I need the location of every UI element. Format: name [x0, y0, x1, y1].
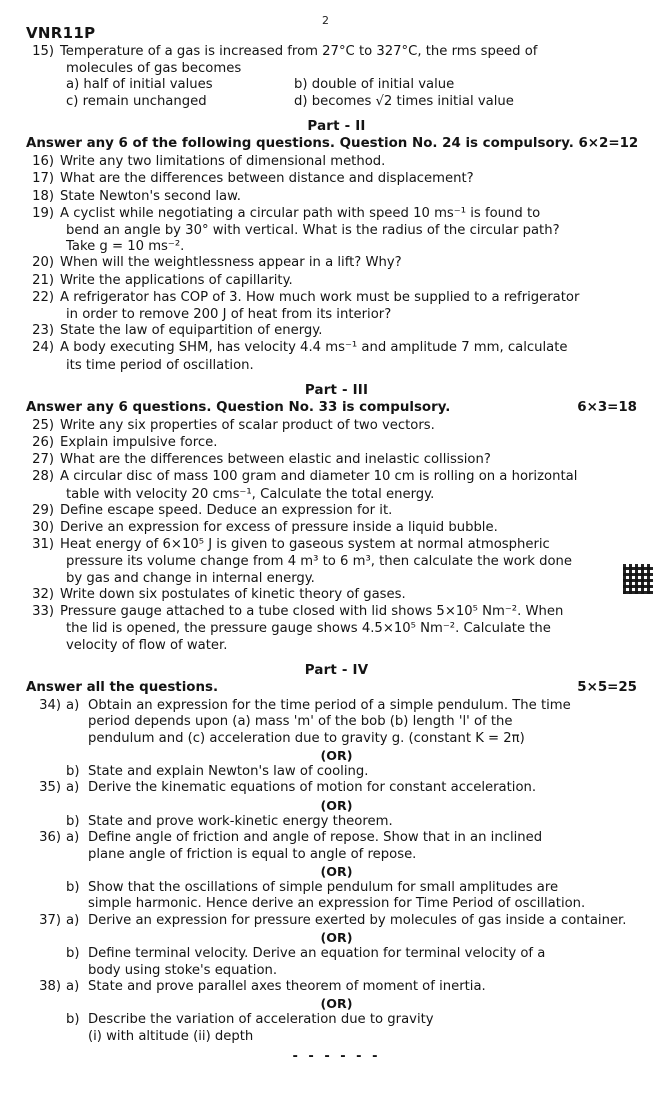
question-number: 15) [32, 44, 54, 59]
question-text: Define escape speed. Deduce an expression for it. [60, 502, 393, 518]
question-27 [26, 452, 647, 468]
part-3-instruction: Answer any 6 questions. Question No. 33 is compulsory. [26, 399, 451, 415]
subpart-label: b) [66, 813, 80, 829]
question-34a [26, 698, 647, 714]
question-36b-line2: simple harmonic. Hence derive an expression for Time Period of oscillation. [88, 896, 586, 912]
part-4-instruction-row [26, 680, 647, 695]
question-text: A body executing SHM, has velocity 4.4 ms⁻¹ and amplitude 7 mm, calculate [60, 340, 568, 356]
question-31-line2: pressure its volume change from 4 m³ to 6 m³, then calculate the work done [66, 554, 573, 570]
question-35a [26, 780, 647, 796]
part-2-questions [26, 154, 647, 374]
question-number-blank [26, 946, 66, 962]
question-37b [26, 946, 647, 962]
paper-code: VNR11P [26, 24, 96, 42]
option-c: c) remain unchanged [66, 93, 207, 109]
subpart-label: a) [66, 780, 80, 796]
question-15-options-row1 [66, 77, 647, 93]
question-28 [26, 469, 647, 485]
question-text: State the law of equipartition of energy. [60, 323, 323, 339]
question-25 [26, 418, 647, 434]
subpart-label: a) [66, 697, 80, 713]
page-number: 2 [322, 14, 329, 27]
question-33 [26, 604, 647, 620]
question-number: 21) [32, 272, 54, 288]
question-16 [26, 154, 647, 170]
question-text: Derive an expression for pressure exerted by molecules of gas inside a container. [88, 912, 627, 928]
question-number: 38) [39, 978, 61, 994]
subpart-label: a) [66, 978, 80, 994]
question-33-line2: the lid is opened, the pressure gauge shows 4.5×10⁵ Nm⁻². Calculate the [66, 621, 551, 637]
question-28-line2: table with velocity 20 cms⁻¹, Calculate the total energy. [66, 486, 435, 502]
question-number: 35) [39, 780, 61, 796]
question-22-line2: in order to remove 200 J of heat from its interior? [66, 307, 392, 323]
question-number: 18) [32, 188, 54, 204]
question-31-line3: by gas and change in internal energy. [66, 570, 315, 586]
question-text: State Newton's second law. [60, 188, 241, 204]
question-number: 31) [32, 537, 54, 553]
question-text: What are the differences between distance and displacement? [60, 171, 474, 187]
question-number: 30) [32, 520, 54, 536]
question-21 [26, 273, 647, 289]
question-36a [26, 830, 647, 846]
part-2-title: Part - II [307, 119, 366, 135]
question-20 [26, 255, 647, 271]
question-text: When will the weightlessness appear in a lift? Why? [60, 255, 402, 271]
question-33-line3: velocity of flow of water. [66, 637, 228, 653]
question-19-line3: Take g = 10 ms⁻². [66, 239, 185, 255]
question-text: Write the applications of capillarity. [60, 272, 293, 288]
question-38a [26, 979, 647, 995]
question-text: Define terminal velocity. Derive an equation for terminal velocity of a [88, 946, 546, 962]
question-number: 17) [32, 171, 54, 187]
question-text: Obtain an expression for the time period of a simple pendulum. The time [88, 697, 571, 713]
question-34a-line2: period depends upon (a) mass 'm' of the bob (b) length 'l' of the [88, 714, 513, 730]
option-d: d) becomes √2 times initial value [294, 93, 514, 109]
question-number: 37) [39, 912, 61, 928]
question-text: Pressure gauge attached to a tube closed with lid shows 5×10⁵ Nm⁻². When [60, 604, 564, 620]
question-number: 28) [32, 469, 54, 485]
part-2-instruction: Answer any 6 of the following questions. Question No. 24 is compulsory. 6×2=12 [26, 136, 639, 152]
part-4-marks: 5×5=25 [577, 679, 637, 695]
part-2-instruction-row [26, 136, 647, 151]
question-text: Derive an expression for excess of pressure inside a liquid bubble. [60, 520, 498, 536]
question-number: 34) [39, 697, 61, 713]
question-number-blank [26, 764, 66, 780]
question-18 [26, 189, 647, 205]
question-text: Write any six properties of scalar product of two vectors. [60, 417, 435, 433]
question-15 [26, 44, 647, 60]
question-number: 19) [32, 205, 54, 221]
question-text: Temperature of a gas is increased from 27°C to 327°C, the rms speed of [60, 44, 538, 59]
question-31 [26, 537, 647, 553]
question-17 [26, 171, 647, 187]
question-number-blank [26, 1012, 66, 1028]
subpart-label: b) [66, 879, 80, 895]
page-header [26, 14, 647, 44]
or-separator: (OR) [320, 996, 353, 1012]
part-3-title: Part - III [304, 382, 369, 398]
question-23 [26, 323, 647, 339]
question-number: 32) [32, 586, 54, 602]
question-number: 33) [32, 604, 54, 620]
subpart-label: b) [66, 946, 80, 962]
question-24-line2: its time period of oscillation. [66, 357, 254, 373]
question-32 [26, 587, 647, 603]
question-15-line2: molecules of gas becomes [66, 61, 242, 77]
question-number: 27) [32, 452, 54, 468]
question-30 [26, 520, 647, 536]
qr-code-icon [623, 564, 653, 594]
question-36b [26, 880, 647, 896]
question-29 [26, 503, 647, 519]
question-38b [26, 1012, 647, 1028]
part-3-marks: 6×3=18 [577, 399, 637, 415]
question-19-line2: bend an angle by 30° with vertical. What is the radius of the circular path? [66, 223, 560, 239]
question-number: 26) [32, 435, 54, 451]
question-26 [26, 435, 647, 451]
part-4-instruction: Answer all the questions. [26, 679, 219, 695]
question-text: Explain impulsive force. [60, 435, 218, 451]
option-a: a) half of initial values [66, 77, 213, 93]
question-text: Describe the variation of acceleration due to gravity [88, 1012, 434, 1028]
question-19 [26, 206, 647, 222]
question-text: State and explain Newton's law of cooling. [88, 763, 369, 779]
question-24 [26, 340, 647, 356]
subpart-label: a) [66, 830, 80, 846]
or-separator: (OR) [320, 930, 353, 946]
question-number: 25) [32, 417, 54, 433]
subpart-label: a) [66, 912, 80, 928]
question-number: 23) [32, 323, 54, 339]
question-number: 24) [32, 340, 54, 356]
question-text: A refrigerator has COP of 3. How much work must be supplied to a refrigerator [60, 289, 580, 305]
question-35b [26, 814, 647, 830]
question-37b-line2: body using stoke's equation. [88, 962, 278, 978]
part-3-instruction-row [26, 400, 647, 415]
question-number: 16) [32, 154, 54, 170]
part-4-title: Part - IV [304, 662, 369, 678]
question-text: Write down six postulates of kinetic theory of gases. [60, 586, 406, 602]
or-separator: (OR) [320, 863, 353, 879]
question-15-options-row2 [66, 94, 647, 110]
question-number: 22) [32, 289, 54, 305]
question-34b [26, 764, 647, 780]
question-37a [26, 913, 647, 929]
question-36a-line2: plane angle of friction is equal to angle of repose. [88, 846, 417, 862]
question-text: Show that the oscillations of simple pendulum for small amplitudes are [88, 879, 559, 895]
question-text: Write any two limitations of dimensional method. [60, 154, 386, 170]
question-text: Derive the kinematic equations of motion for constant acceleration. [88, 780, 537, 796]
question-text: What are the differences between elastic and inelastic collission? [60, 452, 491, 468]
question-number-blank [26, 880, 66, 896]
question-text: A cyclist while negotiating a circular path with speed 10 ms⁻¹ is found to [60, 205, 541, 221]
question-text: State and prove work-kinetic energy theorem. [88, 813, 393, 829]
question-22 [26, 290, 647, 306]
end-marker: - - - - - - [292, 1049, 381, 1065]
or-separator: (OR) [320, 797, 353, 813]
part-3-questions [26, 418, 647, 654]
question-text: A circular disc of mass 100 gram and diameter 10 cm is rolling on a horizontal [60, 469, 578, 485]
question-number: 36) [39, 830, 61, 846]
or-separator: (OR) [320, 747, 353, 763]
question-text: Heat energy of 6×10⁵ J is given to gaseous system at normal atmospheric [60, 537, 550, 553]
question-number: 20) [32, 255, 54, 271]
question-text: Define angle of friction and angle of repose. Show that in an inclined [88, 830, 543, 846]
question-number: 29) [32, 502, 54, 518]
option-b: b) double of initial value [294, 77, 455, 93]
subpart-label: b) [66, 1012, 80, 1028]
subpart-label: b) [66, 763, 80, 779]
question-38b-line2: (i) with altitude (ii) depth [88, 1028, 254, 1044]
question-number-blank [26, 814, 66, 830]
question-34a-line3: pendulum and (c) acceleration due to gravity g. (constant K = 2π) [88, 730, 525, 746]
question-text: State and prove parallel axes theorem of moment of inertia. [88, 978, 486, 994]
